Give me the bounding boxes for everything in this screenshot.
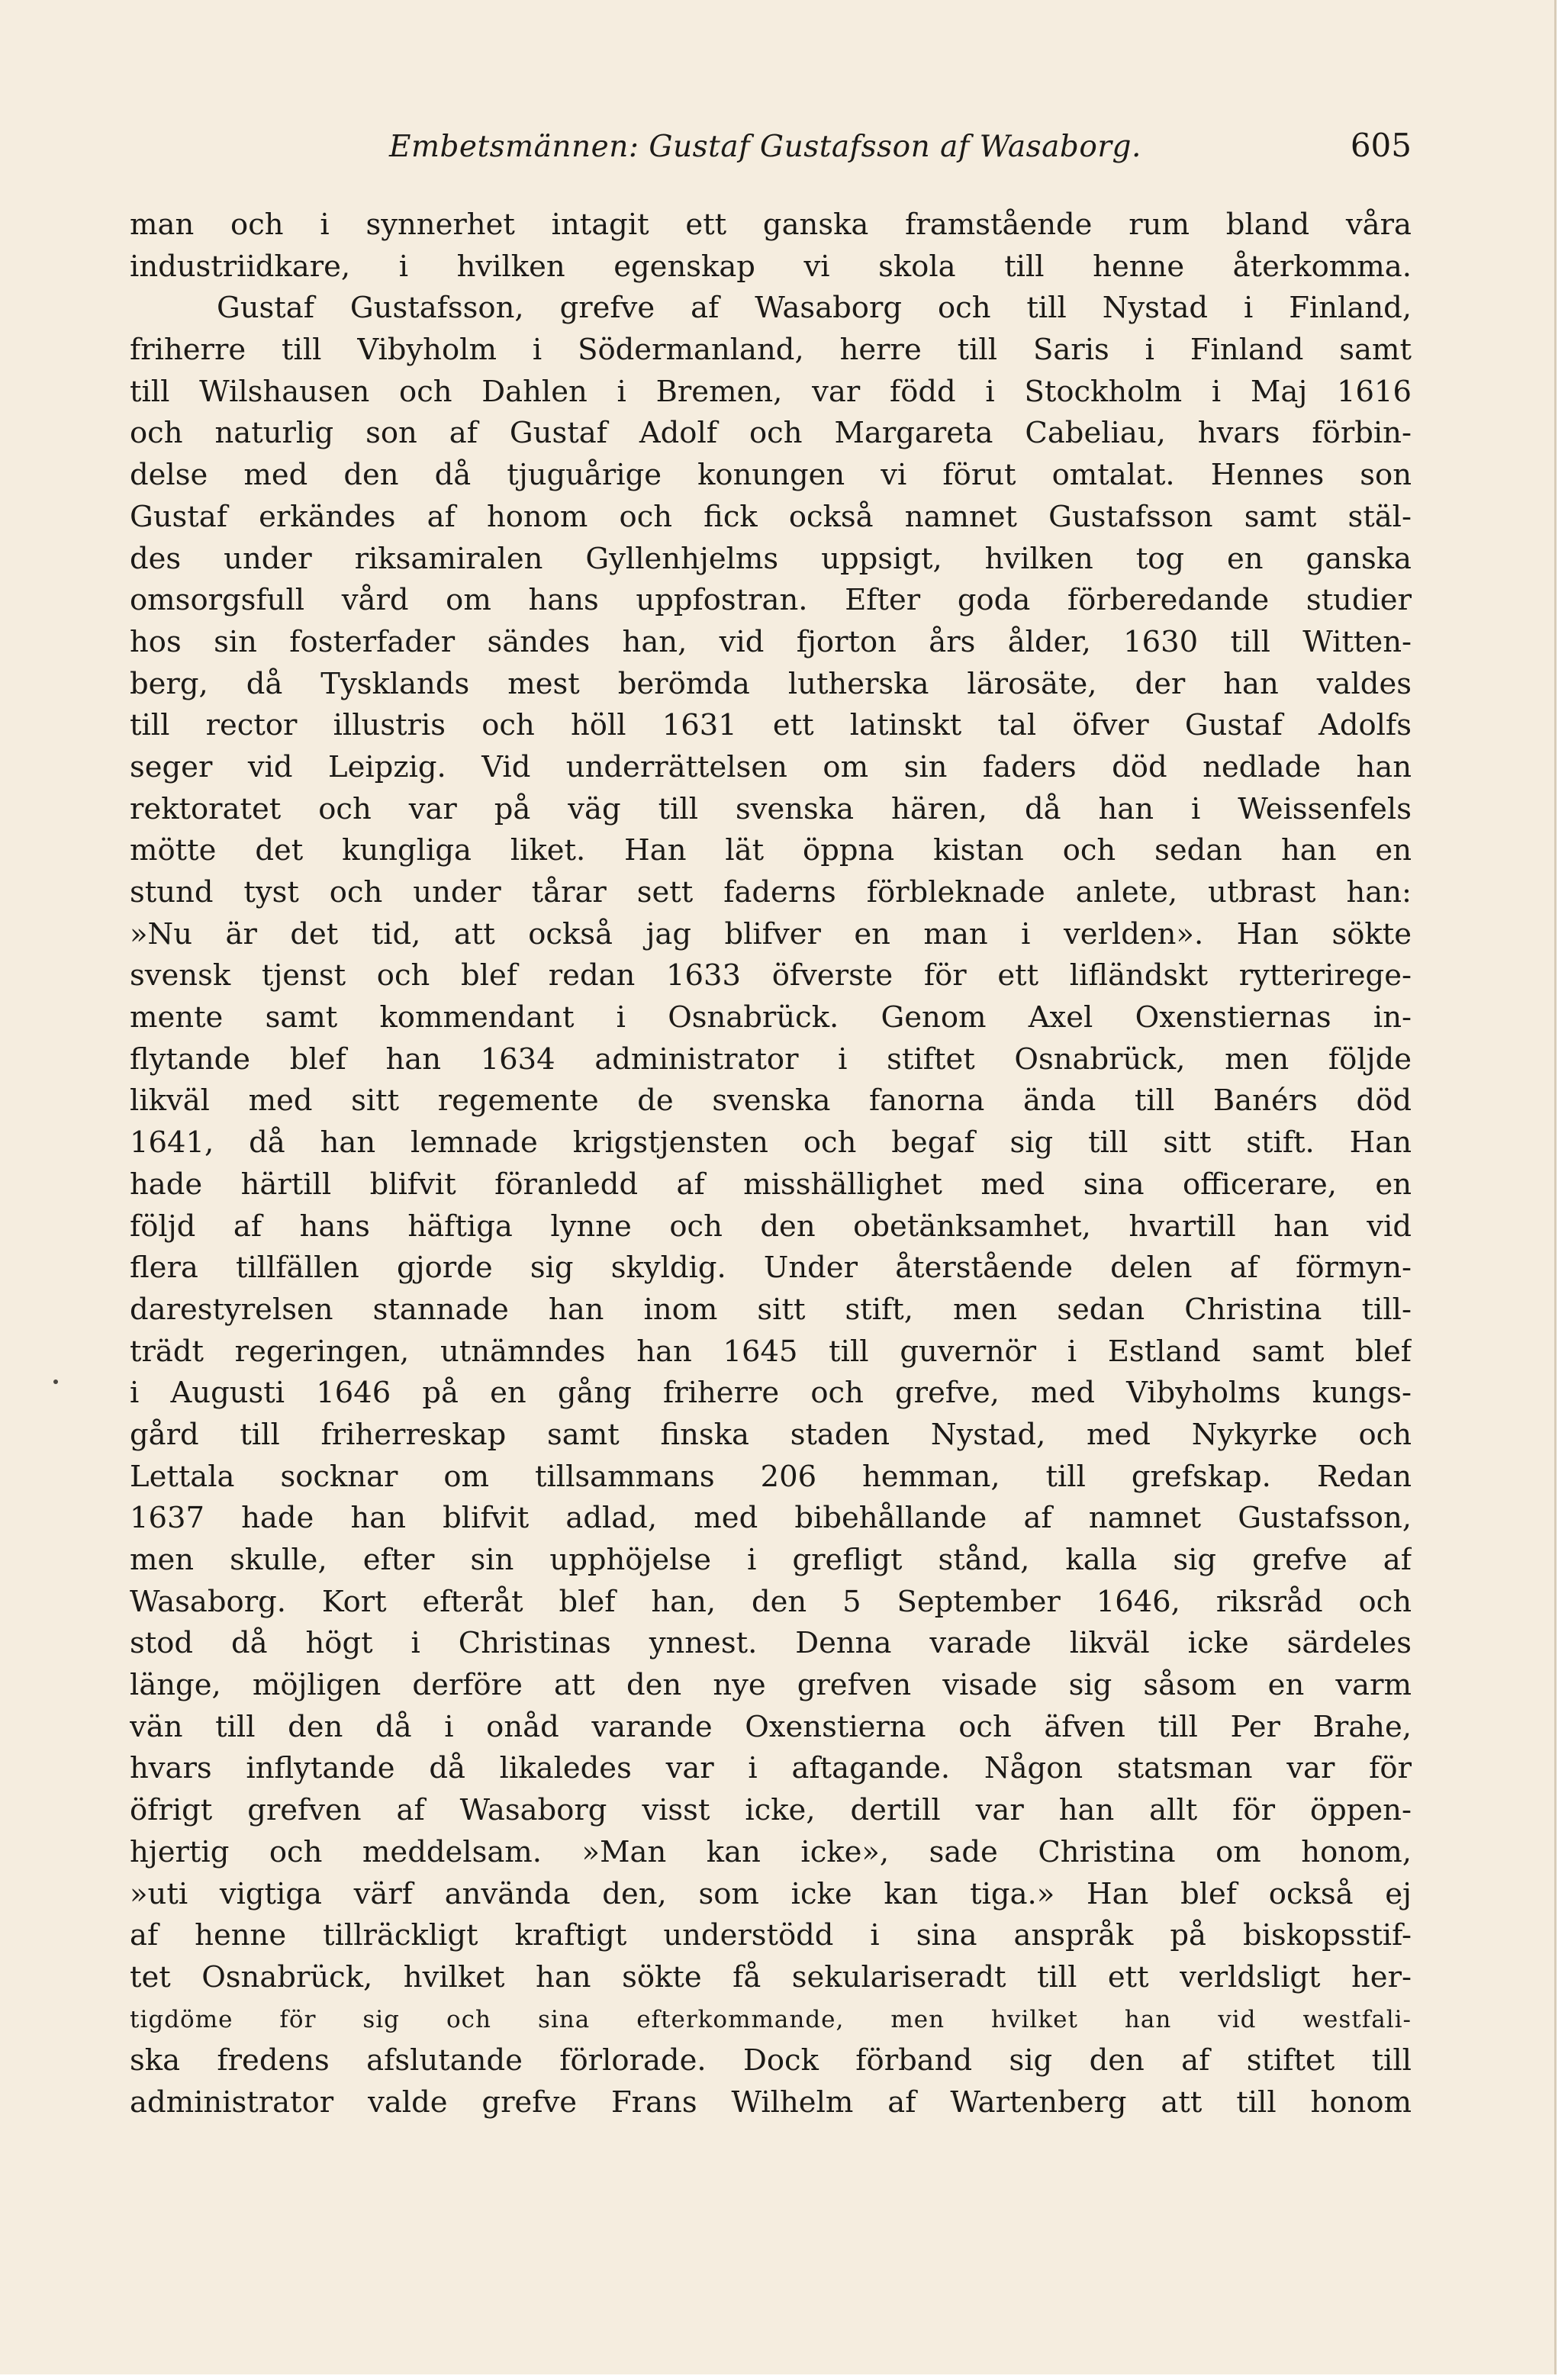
- text-line: flera tillfällen gjorde sig skyldig. Under återstående delen af förmyn-: [130, 1251, 1412, 1286]
- text-line: omsorgsfull vård om hans uppfostran. Efter goda förberedande studier: [130, 583, 1412, 618]
- text-line: hvars inflytande då likaledes var i aftagande. Någon statsman var för: [130, 1751, 1412, 1786]
- text-line: seger vid Leipzig. Vid underrättelsen om sin faders död nedlade han: [130, 749, 1412, 784]
- text-line: Gustaf Gustafsson, grefve af Wasaborg och till Nystad i Finland,: [217, 291, 1412, 326]
- text-line: vän till den då i onåd varande Oxenstierna och äfven till Per Brahe,: [130, 1709, 1412, 1744]
- text-line: tigdöme för sig och sina efterkommande, men hvilket han vid westfali-: [130, 2005, 1412, 2033]
- text-line: länge, möjligen derföre att den nye grefven visade sig såsom en varm: [130, 1668, 1412, 1703]
- text-line: berg, då Tysklands mest berömda lutherska lärosäte, der han valdes: [130, 666, 1412, 701]
- text-line: flytande blef han 1634 administrator i stiftet Osnabrück, men följde: [130, 1041, 1412, 1077]
- body-text: [130, 204, 1412, 2124]
- text-line: »Nu är det tid, att också jag blifver en man i verlden». Han sökte: [130, 916, 1412, 951]
- text-line: Gustaf erkändes af honom och fick också namnet Gustafsson samt stäl-: [130, 499, 1412, 534]
- text-line: gård till friherreskap samt finska staden Nystad, med Nykyrke och: [130, 1417, 1412, 1452]
- page-header: [130, 114, 1412, 175]
- text-line: mente samt kommendant i Osnabrück. Genom Axel Oxenstiernas in-: [130, 1000, 1412, 1035]
- text-line: likväl med sitt regemente de svenska fanorna ända till Banérs död: [130, 1083, 1412, 1119]
- text-line: till Wilshausen och Dahlen i Bremen, var född i Stockholm i Maj 1616: [130, 374, 1412, 409]
- text-line: trädt regeringen, utnämndes han 1645 till guvernör i Estland samt blef: [130, 1334, 1412, 1369]
- text-line: följd af hans häftiga lynne och den obetänksamhet, hvartill han vid: [130, 1209, 1412, 1244]
- text-line: stund tyst och under tårar sett faderns förbleknade anlete, utbrast han:: [130, 875, 1412, 909]
- text-line: industriidkare, i hvilken egenskap vi skola till henne återkomma.: [130, 249, 1412, 284]
- text-line: mötte det kungliga liket. Han lät öppna kistan och sedan han en: [130, 833, 1412, 868]
- text-line: 1637 hade han blifvit adlad, med bibehållande af namnet Gustafsson,: [130, 1501, 1412, 1536]
- text-line: till rector illustris och höll 1631 ett latinskt tal öfver Gustaf Adolfs: [130, 708, 1412, 743]
- text-line: öfrigt grefven af Wasaborg visst icke, dertill var han allt för öppen-: [130, 1793, 1412, 1828]
- text-line: hade härtill blifvit föranledd af misshällighet med sina officerare, en: [130, 1167, 1412, 1202]
- text-line: i Augusti 1646 på en gång friherre och grefve, med Vibyholms kungs-: [130, 1376, 1412, 1411]
- text-line: af henne tillräckligt kraftigt understödd i sina anspråk på biskopsstif-: [130, 1918, 1412, 1953]
- text-line: hjertig och meddelsam. »Man kan icke», sade Christina om honom,: [130, 1834, 1412, 1869]
- text-line: svensk tjenst och blef redan 1633 öfverste för ett lifländskt rytterirege-: [130, 958, 1412, 993]
- text-line: rektoratet och var på väg till svenska hären, då han i Weissenfels: [130, 791, 1412, 826]
- text-line: »uti vigtiga värf använda den, som icke kan tiga.» Han blef också ej: [130, 1876, 1412, 1911]
- text-line: Wasaborg. Kort efteråt blef han, den 5 September 1646, riksråd och: [130, 1584, 1412, 1619]
- text-line: delse med den då tjuguårige konungen vi förut omtalat. Hennes son: [130, 458, 1412, 493]
- text-line: men skulle, efter sin upphöjelse i grefligt stånd, kalla sig grefve af: [130, 1543, 1412, 1577]
- text-line: man och i synnerhet intagit ett ganska framstående rum bland våra: [130, 208, 1412, 242]
- page-number: 605: [1350, 127, 1412, 164]
- running-title: Embetsmännen: Gustaf Gustafsson af Wasaborg.: [389, 130, 1141, 164]
- text-line: och naturlig son af Gustaf Adolf och Margareta Cabeliau, hvars förbin-: [130, 416, 1412, 451]
- text-line: administrator valde grefve Frans Wilhelm af Wartenberg att till honom: [130, 2084, 1412, 2120]
- text-line: tet Osnabrück, hvilket han sökte få sekulariseradt till ett verldsligt her-: [130, 1959, 1412, 1994]
- text-line: ska fredens afslutande förlorade. Dock förband sig den af stiftet till: [130, 2043, 1412, 2078]
- text-line: Lettala socknar om tillsammans 206 hemman, till grefskap. Redan: [130, 1459, 1412, 1494]
- text-line: 1641, då han lemnade krigstjensten och begaf sig till sitt stift. Han: [130, 1125, 1412, 1161]
- text-line: des under riksamiralen Gyllenhjelms uppsigt, hvilken tog en ganska: [130, 541, 1412, 576]
- text-line: stod då högt i Christinas ynnest. Denna varade likväl icke särdeles: [130, 1626, 1412, 1661]
- text-line: friherre till Vibyholm i Södermanland, herre till Saris i Finland samt: [130, 333, 1412, 368]
- text-line: hos sin fosterfader sändes han, vid fjorton års ålder, 1630 till Witten-: [130, 624, 1412, 659]
- margin-dot: [53, 1379, 58, 1384]
- text-line: darestyrelsen stannade han inom sitt stift, men sedan Christina till-: [130, 1292, 1412, 1327]
